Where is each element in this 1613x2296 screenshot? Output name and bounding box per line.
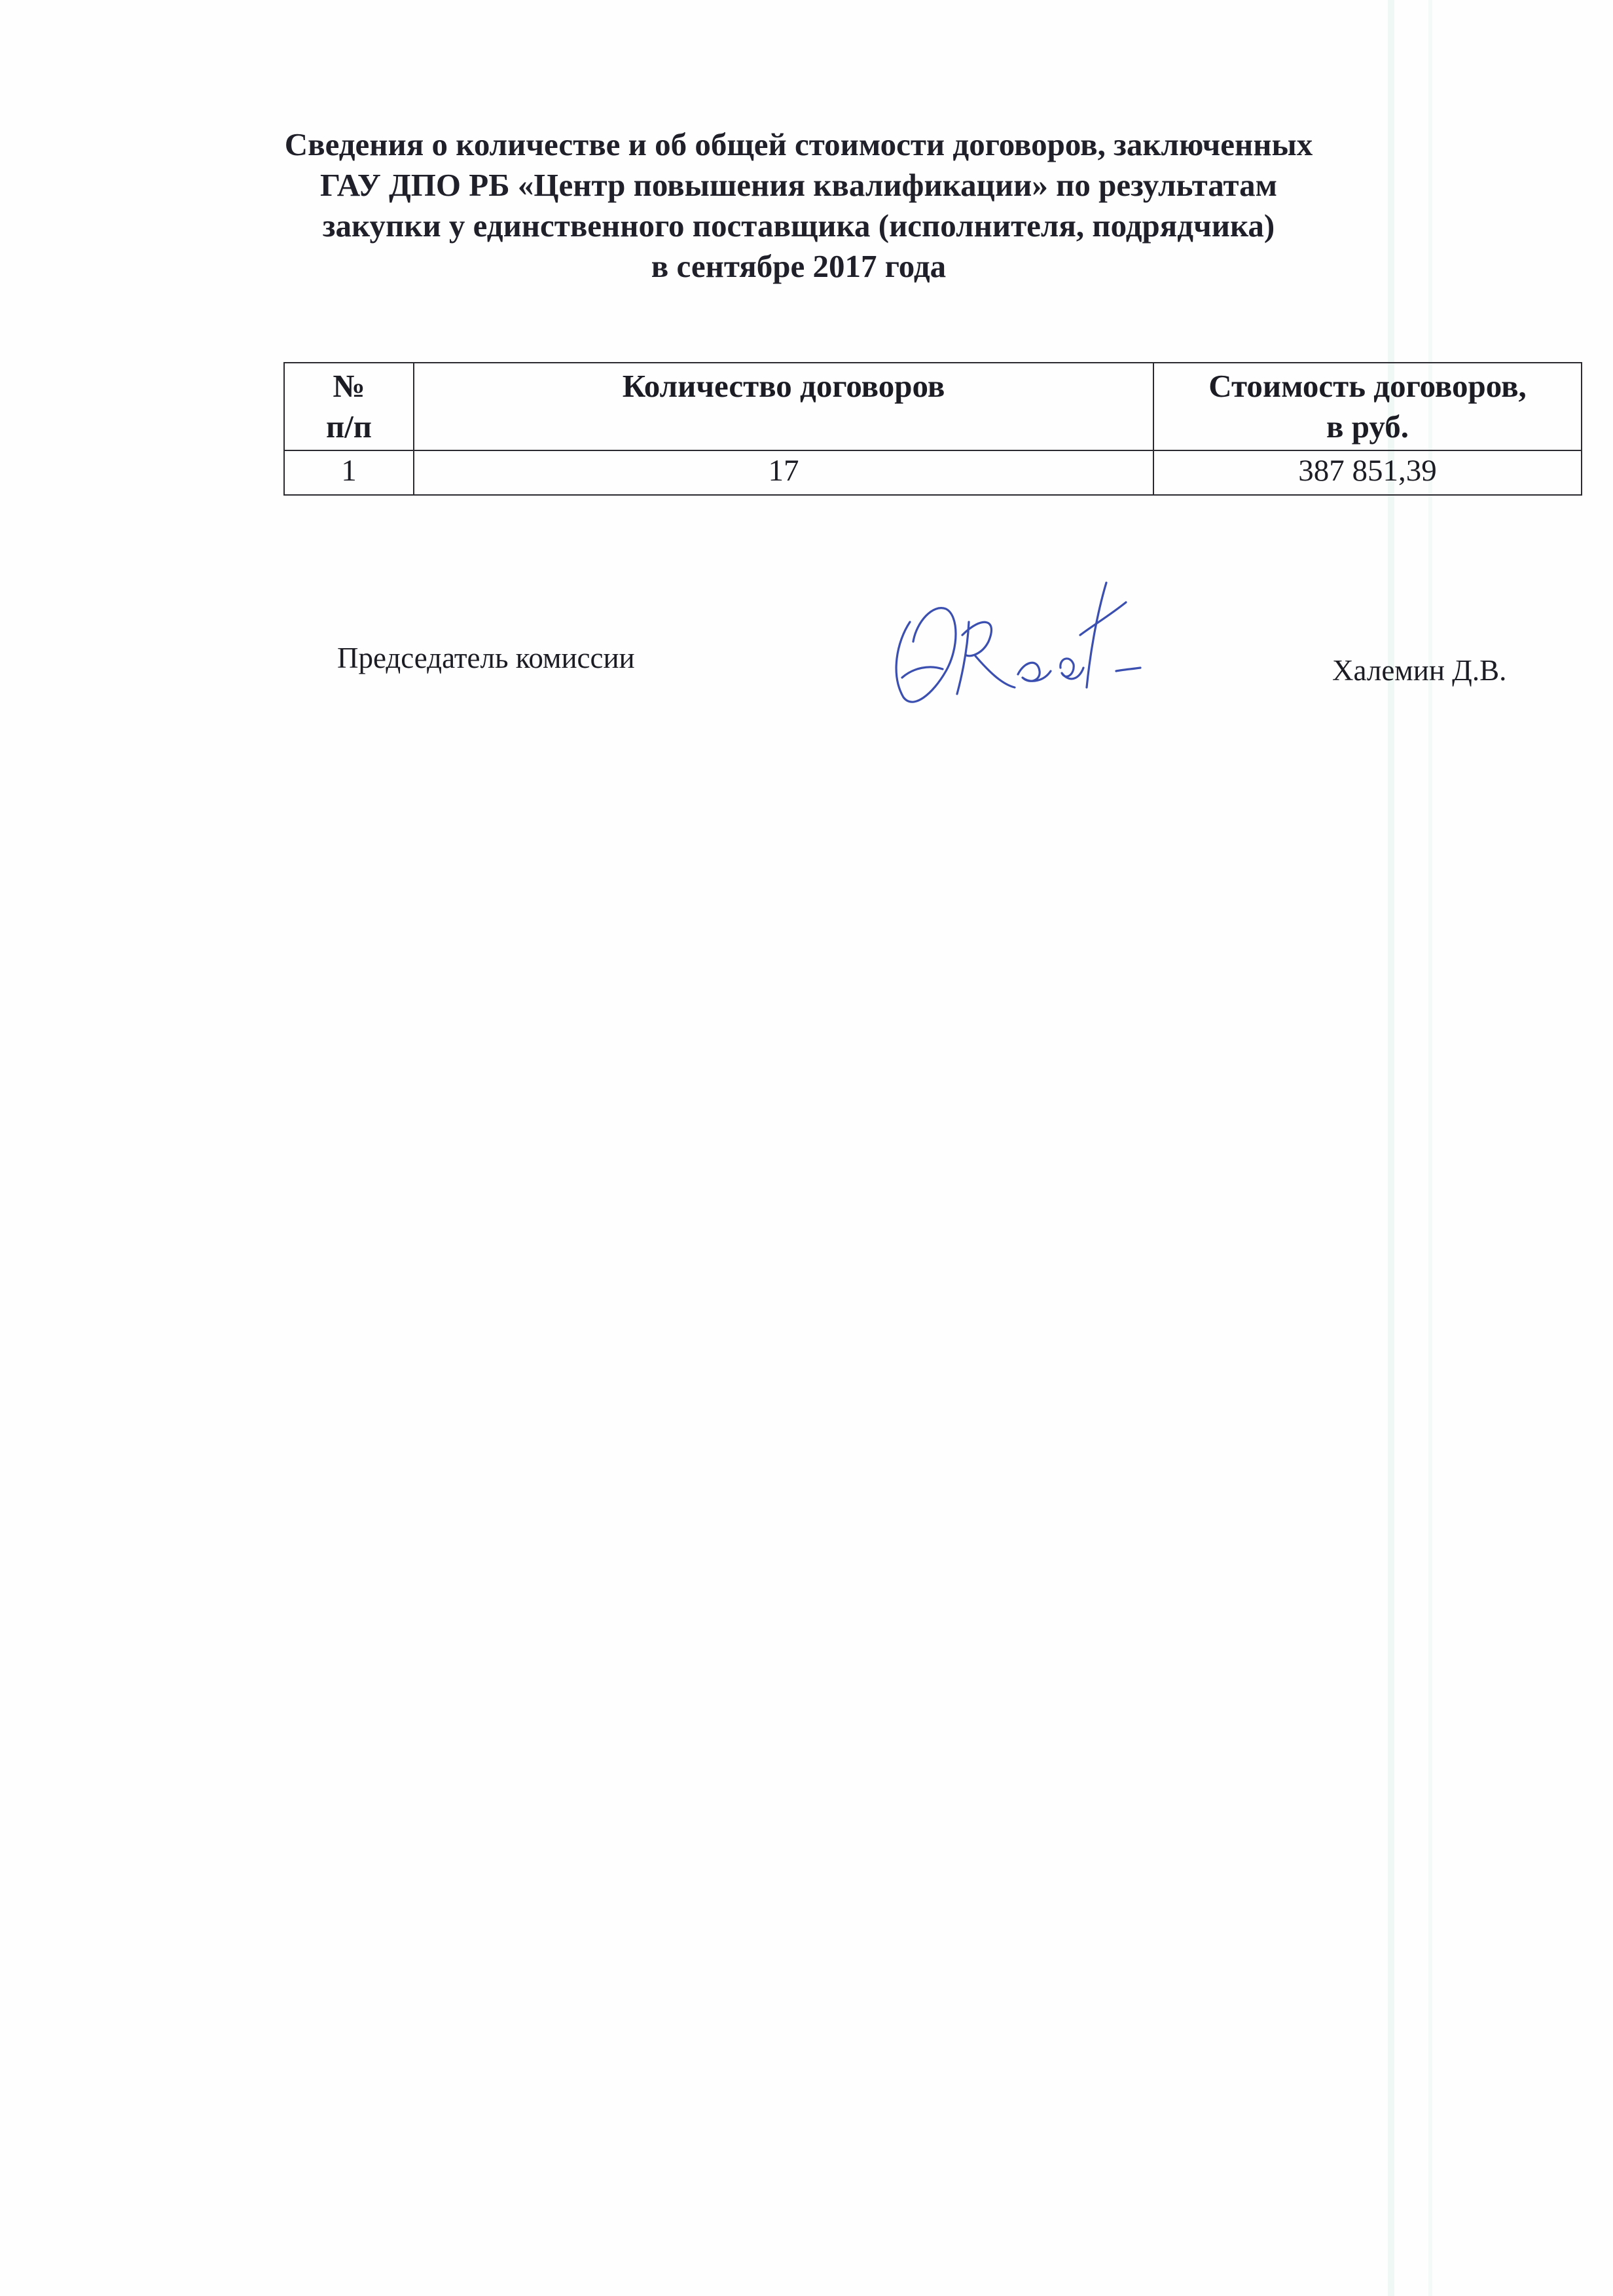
signatory-name: Халемин Д.В. (1332, 654, 1507, 687)
title-line: Сведения о количестве и об общей стоимости договоров, заключенных (284, 126, 1313, 162)
signatory-role: Председатель комиссии (337, 642, 635, 674)
cell-count: 17 (414, 450, 1153, 495)
scan-artifact (1388, 0, 1394, 2296)
header-number (284, 363, 414, 450)
table-row (284, 450, 1582, 495)
header-number-abbr: п/п (325, 409, 372, 445)
document-title (275, 124, 1322, 287)
cell-number: 1 (284, 450, 414, 495)
title-line: закупки у единственного поставщика (исполнителя, подрядчика) (322, 208, 1275, 244)
header-cost (1153, 363, 1582, 450)
cell-cost: 387 851,39 (1153, 450, 1582, 495)
contracts-table (283, 362, 1582, 496)
header-cost-label: Стоимость договоров, (1208, 368, 1527, 404)
scan-artifact (1428, 0, 1432, 2296)
header-number-symbol: № (333, 368, 365, 404)
header-count: Количество договоров (414, 363, 1153, 450)
header-cost-unit: в руб. (1326, 409, 1409, 445)
title-line: в сентябре 2017 года (651, 248, 947, 284)
handwritten-signature (884, 543, 1159, 714)
title-line: ГАУ ДПО РБ «Центр повышения квалификации» по результатам (319, 167, 1278, 203)
table-header-row (284, 363, 1582, 450)
